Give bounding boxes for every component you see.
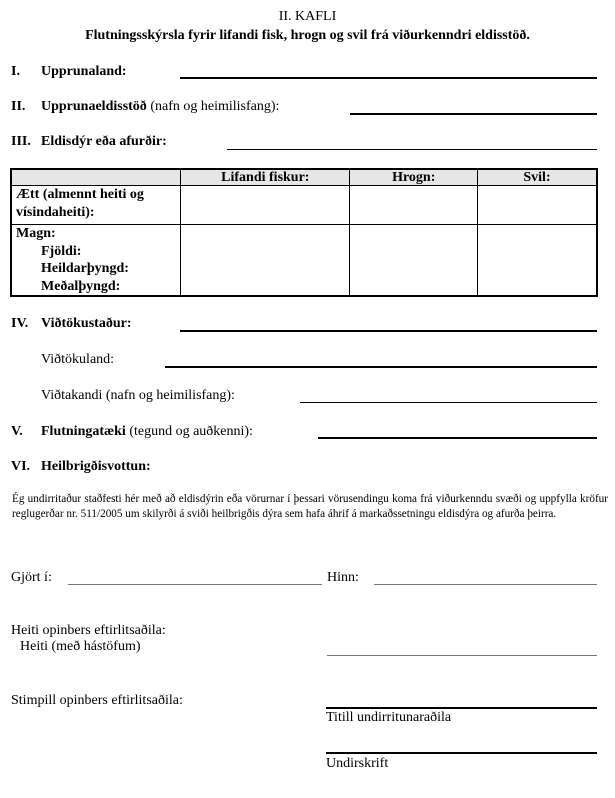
section-origin-farm bbox=[0, 99, 615, 119]
column-header: Hrogn: bbox=[350, 169, 478, 186]
table-cell[interactable] bbox=[181, 186, 350, 225]
document-title: Flutningsskýrsla fyrir lifandi fisk, hrogn og svil frá viðurkenndri eldisstöð. bbox=[85, 28, 530, 43]
column-header: Lifandi fiskur: bbox=[181, 169, 350, 186]
consignee-field[interactable] bbox=[300, 402, 597, 403]
section-number: I. bbox=[11, 64, 20, 79]
section-transport bbox=[0, 424, 615, 444]
signer-title-label: Titill undirritunaraðila bbox=[326, 710, 452, 725]
table-cell[interactable] bbox=[350, 225, 478, 297]
origin-farm-field[interactable] bbox=[350, 113, 597, 115]
column-header bbox=[11, 169, 181, 186]
destination-country-field[interactable] bbox=[165, 366, 597, 368]
table-cell[interactable] bbox=[181, 225, 350, 297]
done-at-field[interactable] bbox=[68, 584, 322, 585]
authority-name-label: Heiti opinbers eftirlitsaðila: bbox=[11, 623, 166, 638]
species-table bbox=[10, 168, 598, 297]
animals-products-field[interactable] bbox=[227, 149, 597, 150]
row-label-line: Ætt (almennt heiti og bbox=[16, 187, 144, 202]
destination-field[interactable] bbox=[180, 330, 597, 332]
signature-field[interactable] bbox=[326, 752, 597, 754]
section-origin-country bbox=[0, 64, 615, 84]
section-number: III. bbox=[11, 134, 31, 149]
section-health-cert bbox=[0, 459, 615, 479]
row-label bbox=[11, 225, 181, 297]
transport-field[interactable] bbox=[318, 437, 597, 439]
name-caps-label: Heiti (með hástöfum) bbox=[20, 639, 141, 654]
section-destination bbox=[0, 316, 615, 336]
section-number: II. bbox=[11, 99, 26, 114]
table-header-row bbox=[11, 169, 597, 186]
done-at-label: Gjört í: bbox=[11, 570, 52, 585]
signer-title-field[interactable] bbox=[326, 707, 597, 709]
section-note: (tegund og auðkenni): bbox=[125, 424, 253, 439]
table-cell[interactable] bbox=[478, 186, 598, 225]
section-number: VI. bbox=[11, 459, 31, 474]
date-field[interactable] bbox=[374, 584, 597, 585]
chapter-heading: II. KAFLI bbox=[278, 9, 337, 24]
column-header: Svil: bbox=[478, 169, 598, 186]
authority-name-field[interactable] bbox=[327, 655, 597, 656]
section-label: Viðtökustaður: bbox=[41, 316, 132, 331]
table-cell[interactable] bbox=[350, 186, 478, 225]
signature-label: Undirskrift bbox=[326, 756, 389, 771]
section-number: IV. bbox=[11, 316, 29, 331]
section-label: Upprunaland: bbox=[41, 64, 127, 79]
section-animals-products bbox=[0, 134, 615, 154]
row-label bbox=[11, 186, 181, 225]
table-cell[interactable] bbox=[478, 225, 598, 297]
row-label-line: Magn: bbox=[16, 226, 56, 241]
row-sub-label: Meðalþyngd: bbox=[41, 278, 121, 294]
section-label: Heilbrigðisvottun: bbox=[41, 459, 151, 474]
stamp-label: Stimpill opinbers eftirlitsaðila: bbox=[11, 693, 183, 708]
row-label-line: vísindaheiti): bbox=[16, 205, 95, 220]
row-sub-label: Fjöldi: bbox=[41, 243, 82, 259]
consignee-label: Viðtakandi (nafn og heimilisfang): bbox=[41, 388, 235, 403]
section-label: Upprunaeldisstöð bbox=[41, 99, 147, 114]
date-label: Hinn: bbox=[327, 570, 359, 585]
certification-text: Ég undirritaður staðfesti hér með að eldisdýrin eða vörurnar í þessari vörusendingu koma frá viðurkenndu svæði og uppfylla kröfur reglugerðar nr. 511/2005 um skilyrði á sviði heilbrigðis dýra sem hafa áhrif á markaðssetningu eldisdýra og afurða þeirra. bbox=[12, 493, 608, 520]
section-label: Eldisdýr eða afurðir: bbox=[41, 134, 167, 149]
table-row bbox=[11, 225, 597, 297]
destination-country-label: Viðtökuland: bbox=[41, 352, 115, 367]
origin-country-field[interactable] bbox=[180, 77, 597, 79]
table-row bbox=[11, 186, 597, 225]
row-sub-label: Heildarþyngd: bbox=[41, 261, 129, 276]
section-number: V. bbox=[11, 424, 23, 439]
section-label: Flutningatæki bbox=[41, 424, 126, 439]
section-note: (nafn og heimilisfang): bbox=[146, 99, 280, 114]
